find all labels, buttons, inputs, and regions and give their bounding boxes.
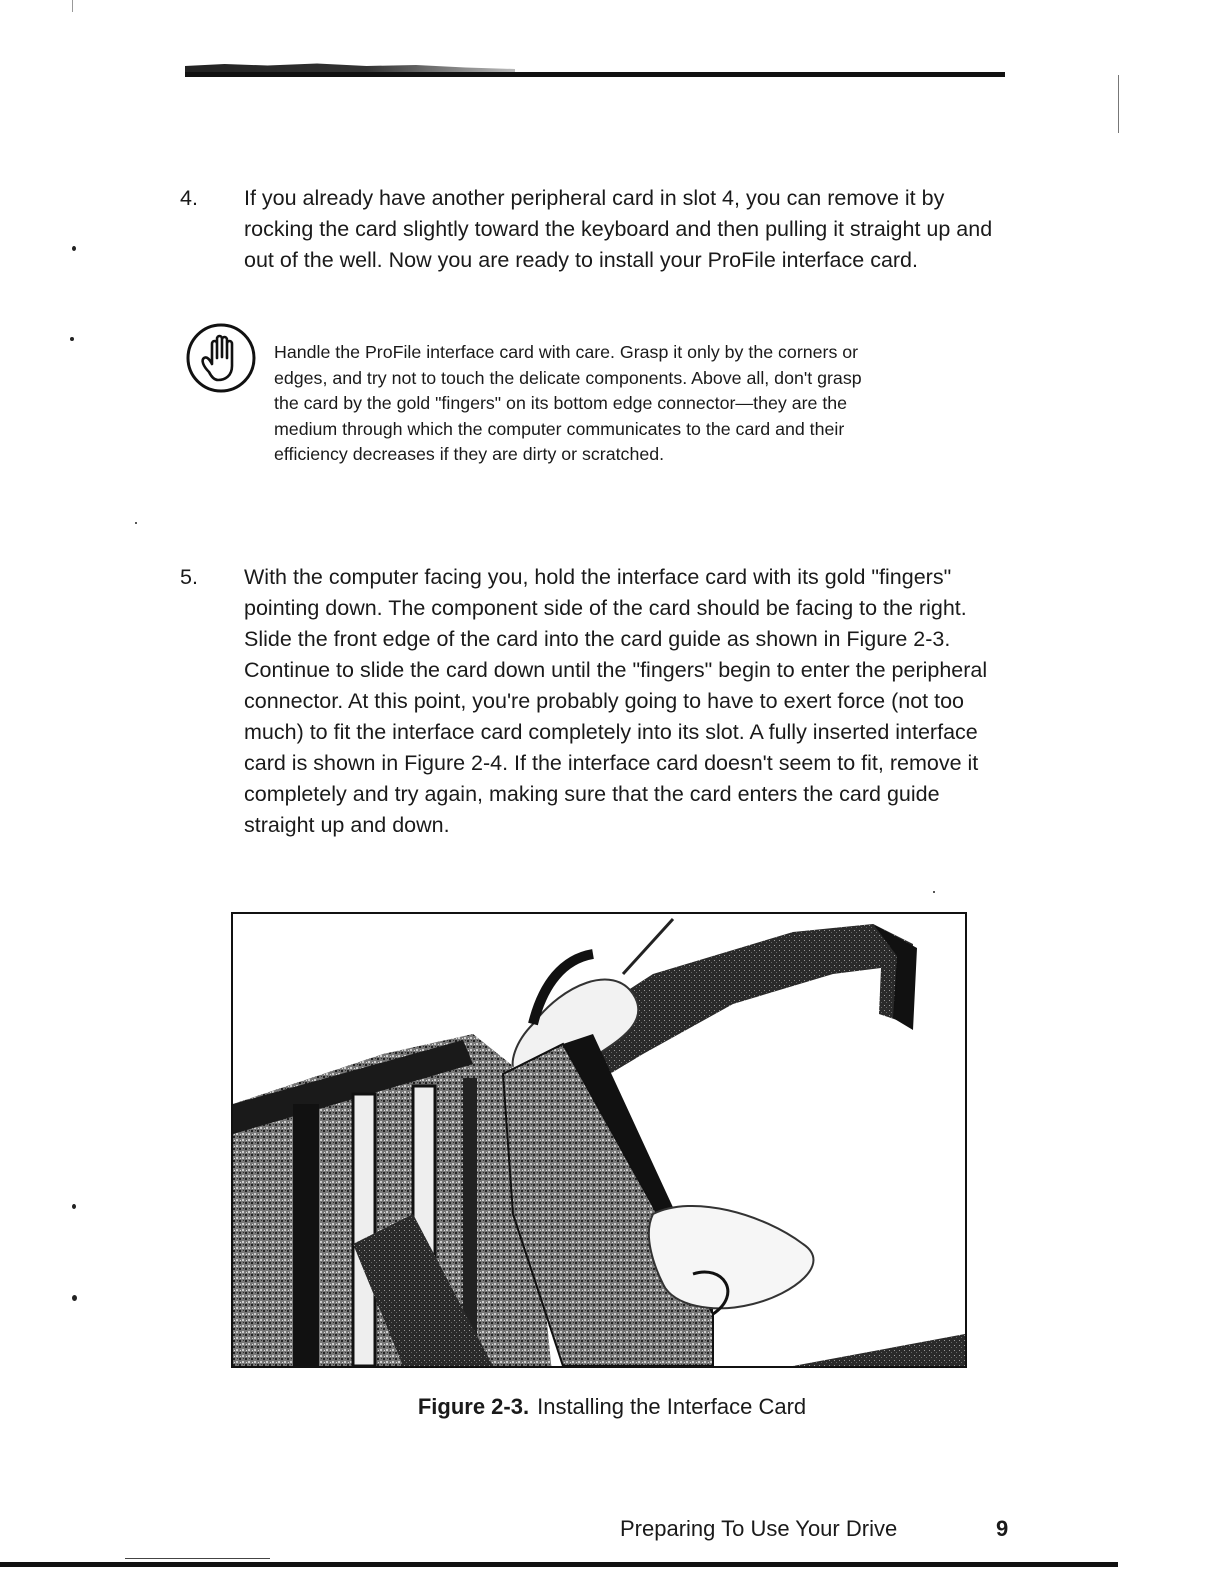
scan-speck [135, 522, 137, 524]
figure-caption-text: Installing the Interface Card [537, 1394, 807, 1419]
step-item [180, 183, 1010, 276]
figure-caption [0, 1394, 1224, 1420]
figure-label: Figure 2-3. [417, 1394, 530, 1419]
running-footer-title: Preparing To Use Your Drive [620, 1516, 898, 1541]
margin-mark [1118, 75, 1119, 133]
scan-speck [933, 891, 935, 893]
header-rule [185, 72, 1005, 77]
header-rule-ragged [185, 62, 515, 72]
footer-rule [0, 1562, 1118, 1567]
step-item [180, 562, 1010, 841]
scan-speck [72, 1295, 77, 1301]
step-text: With the computer facing you, hold the interface card with its gold "fingers" pointing down. The component side of the card should be facing to the right. Slide the front edge of the card into the card guide as shown in Figure 2-3. Continue to slide the card down until the "fingers" begin to enter the peripheral connector. At this point, you're probably going to have to exert force (not too much) to fit the interface card completely into its slot. A fully inserted interface card is shown in Figure 2-4. If the interface card doesn't seem to fit, remove it completely and try again, making sure that the card enters the card guide straight up and down. [244, 565, 988, 837]
card-installation-photo [233, 914, 965, 1366]
margin-mark-top [72, 0, 73, 12]
step-number: 4. [180, 186, 198, 210]
caution-text: Handle the ProFile interface card with care. Grasp it only by the corners or edges, and try not to touch the delicate components. Above all, don't grasp the card by the gold "fingers" on its bottom edge connector—they are the medium through which the computer communicates to the card and their efficiency decreases if they are dirty or scratched. [274, 342, 862, 465]
step-text: If you already have another peripheral card in slot 4, you can remove it by rocking the card slightly toward the keyboard and then pulling it straight up and out of the well. Now you are ready to install your ProFile interface card. [244, 186, 993, 272]
page-number: 9 [996, 1516, 1009, 1541]
scan-speck [72, 246, 76, 251]
hand-icon [185, 322, 261, 398]
footer-rule-thin [125, 1558, 270, 1559]
figure-photo [231, 912, 967, 1368]
scan-speck [70, 337, 74, 341]
step-number: 5. [180, 565, 198, 589]
scan-speck [72, 1204, 76, 1209]
